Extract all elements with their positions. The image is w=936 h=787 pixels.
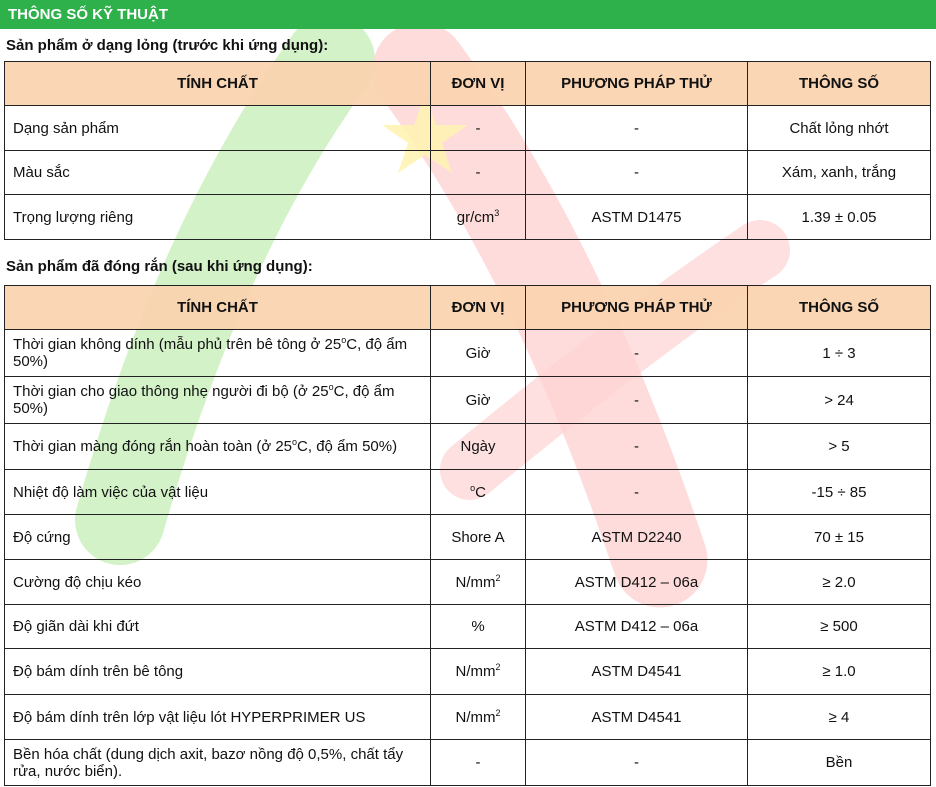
table-row	[5, 649, 931, 695]
header-unit: ĐƠN VỊ	[431, 286, 526, 330]
cell-method: -	[526, 424, 748, 470]
cell-unit: %	[431, 605, 526, 649]
cell-unit: -	[431, 151, 526, 195]
table-row	[5, 740, 931, 786]
table-row	[5, 695, 931, 740]
cell-value: Chất lỏng nhớt	[748, 106, 931, 151]
cell-property: Cường độ chịu kéo	[5, 560, 431, 605]
cell-value: 1 ÷ 3	[748, 330, 931, 377]
cell-unit: Ngày	[431, 424, 526, 470]
cell-value: ≥ 4	[748, 695, 931, 740]
header-method: PHƯƠNG PHÁP THỬ	[526, 286, 748, 330]
table-row	[5, 470, 931, 515]
table-row	[5, 106, 931, 151]
cell-value: Xám, xanh, trắng	[748, 151, 931, 195]
cell-property: Bền hóa chất (dung dịch axit, bazơ nồng độ 0,5%, chất tẩy rửa, nước biển).	[5, 740, 431, 786]
cell-value: ≥ 2.0	[748, 560, 931, 605]
cured-spec-table	[4, 285, 931, 786]
cell-property: Thời gian cho giao thông nhẹ người đi bộ (ở 25$^o$C, độ ẩm 50%)	[5, 377, 431, 424]
table-row	[5, 377, 931, 424]
header-unit: ĐƠN VỊ	[431, 62, 526, 106]
cell-unit: Giờ	[431, 377, 526, 424]
cell-property: Nhiệt độ làm việc của vật liệu	[5, 470, 431, 515]
cell-property: Độ giãn dài khi đứt	[5, 605, 431, 649]
cell-unit: -	[431, 106, 526, 151]
cell-method: ASTM D412 – 06a	[526, 605, 748, 649]
section1-title: Sản phẩm ở dạng lỏng (trước khi ứng dụng):	[6, 37, 329, 54]
table-row	[5, 195, 931, 240]
cell-value: ≥ 1.0	[748, 649, 931, 695]
header-property: TÍNH CHẤT	[5, 286, 431, 330]
cell-method: ASTM D2240	[526, 515, 748, 560]
table-row	[5, 605, 931, 649]
header-method: PHƯƠNG PHÁP THỬ	[526, 62, 748, 106]
cell-unit: Giờ	[431, 330, 526, 377]
cell-method: ASTM D1475	[526, 195, 748, 240]
cell-unit: $gr/cm^3$	[431, 195, 526, 240]
cell-property: Thời gian màng đóng rắn hoàn toàn (ở 25$^o$C, độ ẩm 50%)	[5, 424, 431, 470]
cell-property: Thời gian không dính (mẫu phủ trên bê tông ở 25$^o$C, độ ẩm 50%)	[5, 330, 431, 377]
liquid-spec-table	[4, 61, 931, 240]
cell-unit: $N/mm^2$	[431, 695, 526, 740]
cell-method: -	[526, 377, 748, 424]
cell-value: > 24	[748, 377, 931, 424]
cell-method: -	[526, 470, 748, 515]
cell-method: -	[526, 740, 748, 786]
table-header-row	[5, 62, 931, 106]
table-row	[5, 151, 931, 195]
cell-value: 1.39 ± 0.05	[748, 195, 931, 240]
cell-method: ASTM D412 – 06a	[526, 560, 748, 605]
cell-method: -	[526, 151, 748, 195]
cell-unit: -	[431, 740, 526, 786]
table-row	[5, 515, 931, 560]
cell-method: ASTM D4541	[526, 649, 748, 695]
cell-value: > 5	[748, 424, 931, 470]
cell-property: Trọng lượng riêng	[5, 195, 431, 240]
cell-method: -	[526, 106, 748, 151]
header-property: TÍNH CHẤT	[5, 62, 431, 106]
header-value: THÔNG SỐ	[748, 286, 931, 330]
section2-title: Sản phẩm đã đóng rắn (sau khi ứng dụng):	[6, 258, 313, 275]
table-header-row	[5, 286, 931, 330]
cell-property: Màu sắc	[5, 151, 431, 195]
cell-value: 70 ± 15	[748, 515, 931, 560]
cell-property: Độ bám dính trên lớp vật liệu lót HYPERPRIMER US	[5, 695, 431, 740]
cell-method: ASTM D4541	[526, 695, 748, 740]
cell-unit: $N/mm^2$	[431, 560, 526, 605]
cell-method: -	[526, 330, 748, 377]
page-title: THÔNG SỐ KỸ THUẬT	[0, 0, 936, 29]
header-value: THÔNG SỐ	[748, 62, 931, 106]
cell-property: Độ cứng	[5, 515, 431, 560]
table-row	[5, 560, 931, 605]
cell-unit: $^o$C	[431, 470, 526, 515]
cell-value: Bền	[748, 740, 931, 786]
cell-value: -15 ÷ 85	[748, 470, 931, 515]
table-row	[5, 330, 931, 377]
cell-property: Độ bám dính trên bê tông	[5, 649, 431, 695]
cell-unit: $N/mm^2$	[431, 649, 526, 695]
table-row	[5, 424, 931, 470]
cell-property: Dạng sản phẩm	[5, 106, 431, 151]
cell-value: ≥ 500	[748, 605, 931, 649]
cell-unit: Shore A	[431, 515, 526, 560]
